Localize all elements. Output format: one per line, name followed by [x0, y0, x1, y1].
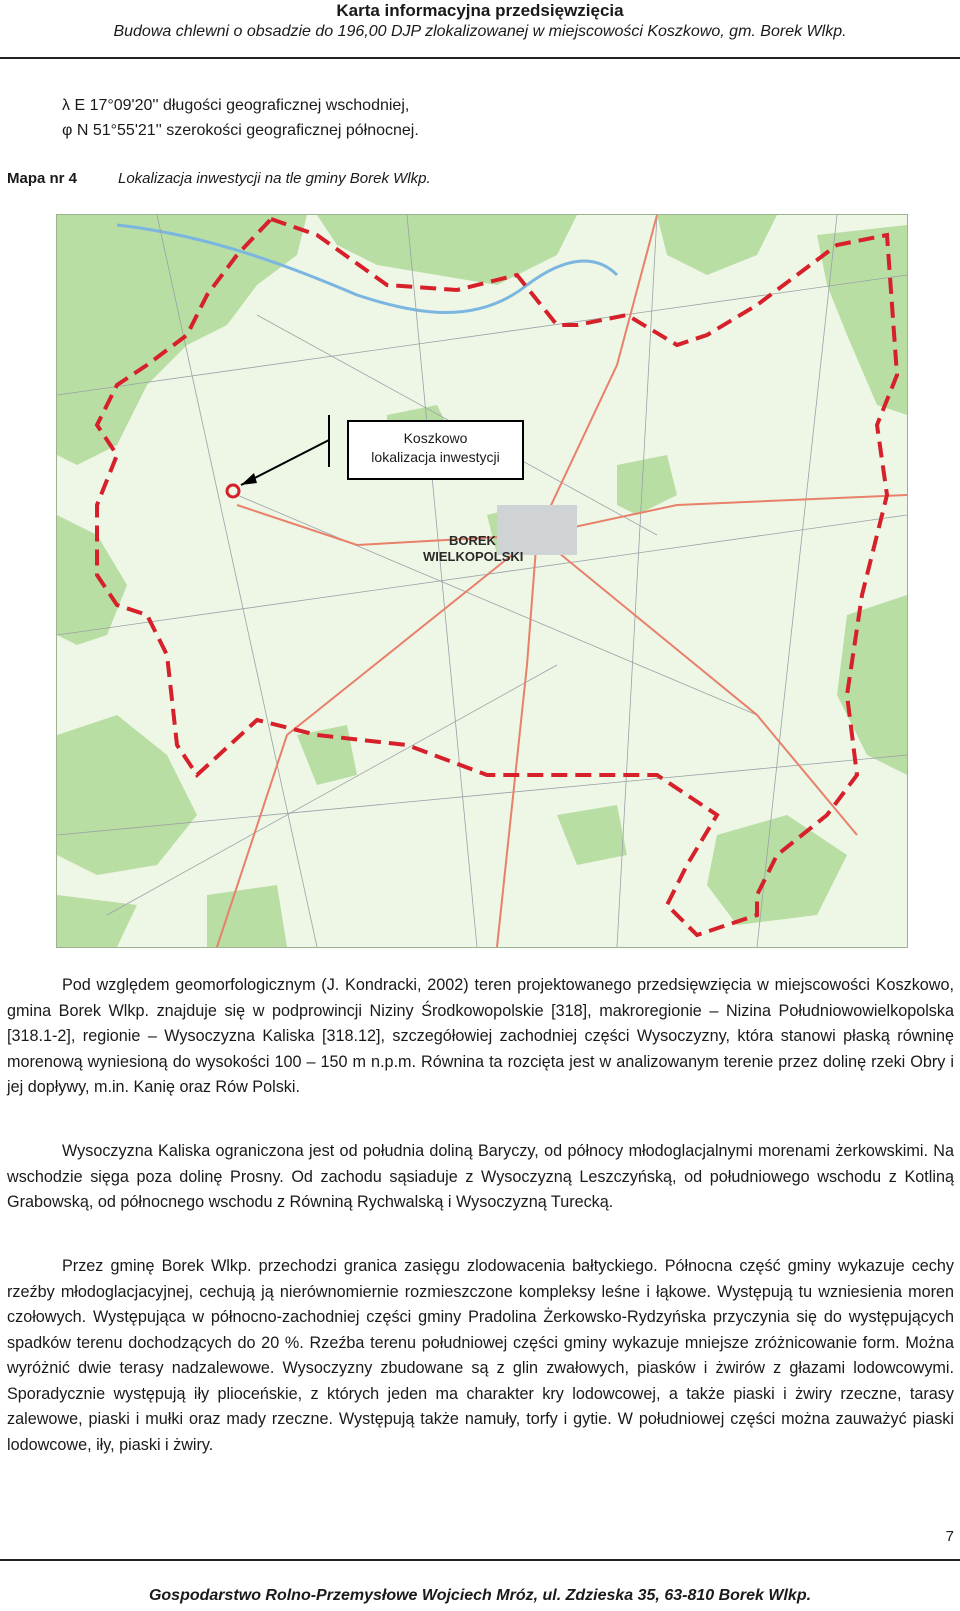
paragraph-kaliska: [7, 1139, 954, 1216]
callout-subtitle: lokalizacja inwestycji: [371, 449, 500, 465]
town-label-1: BOREK: [449, 533, 496, 548]
footer-divider: [0, 1559, 960, 1561]
paragraph-geomorphology: [7, 973, 954, 1101]
header-subtitle: Budowa chlewni o obsadzie do 196,00 DJP zlokalizowanej w miejscowości Koszkowo, gm. Borek Wlkp.: [113, 23, 847, 40]
longitude-text: λ E 17°09'20'' długości geograficznej wschodniej,: [62, 97, 410, 114]
footer-text: Gospodarstwo Rolno-Przemysłowe Wojciech Mróz, ul. Zdzieska 35, 63-810 Borek Wlkp.: [148, 1587, 812, 1604]
header-title: Karta informacyjna przedsięwzięcia: [336, 1, 624, 20]
topographic-map: [56, 214, 908, 948]
town-area: [497, 505, 577, 555]
callout-arrowhead: [241, 473, 257, 485]
investment-marker: [227, 485, 239, 497]
header-divider: [0, 57, 960, 59]
map-graphic: [57, 215, 907, 947]
latitude-text: φ N 51°55'21'' szerokości geograficznej północnej.: [62, 122, 419, 139]
callout-title: Koszkowo: [403, 430, 468, 446]
location-callout: [347, 420, 524, 480]
map-caption-number: Mapa nr 4: [7, 170, 78, 187]
forest-areas: [57, 215, 907, 947]
paragraph-glaciation: [7, 1254, 954, 1458]
map-caption-text: Lokalizacja inwestycji na tle gminy Borek Wlkp.: [118, 170, 431, 187]
page-number: 7: [945, 1528, 954, 1545]
paragraph-text: Wysoczyzna Kaliska ograniczona jest od południa doliną Baryczy, od północy młodoglacjalnymi morenami żerkowskimi. Na wschodzie sięga poza dolinę Prosny. Od zachodu sąsiaduje z Wysoczyzną Leszczyńską, od południowego wschodu z Kotliną Grabowską, od północnego wschodu z Równiną Rychwalską i Wysoczyzną Turecką.: [7, 1142, 954, 1211]
paragraph-text: Przez gminę Borek Wlkp. przechodzi granica zasięgu zlodowacenia bałtyckiego. Północna część gminy wykazuje cechy rzeźby młodoglacjacyjnej, cechują ją nierównomiernie rozmieszczone kompleksy leśne i łąkowe. Występują tu wzniesienia moren czołowych. Występująca w północno-zachodniej części gminy Pradolina Żerkowsko-Rydzyńska przyczynia się do występujących spadków terenu dochodzących do 20 %. Rzeźba terenu południowej części gminy wykazuje mniejsze zróżnicowanie form. Można wyróżnić dwie terasy nadzalewowe. Wysoczyzny zbudowane są z glin zwałowych, piasków i żwirów z głazami lodowcowymi. Sporadycznie występują iły plioceńskie, z których jeden ma charakter kry lodowcowej, a także piaski i żwiry rzeczne, tarasy zalewowe, piaski i mułki oraz mady rzeczne. Występują także namuły, torfy i gytie. W południowej części można zauważyć piaski lodowcowe, iły, piaski i żwiry.: [7, 1257, 954, 1454]
town-label-2: WIELKOPOLSKI: [423, 549, 524, 564]
paragraph-text: Pod względem geomorfologicznym (J. Kondracki, 2002) teren projektowanego przedsięwzięcia w miejscowości Koszkowo, gmina Borek Wlkp. znajduje się w podprowincji Niziny Środkowopolskie [318], makroregionie – Nizina Południowowielkopolska [318.1-2], regionie – Wysoczyzna Kaliska [318.12], szczegółowiej zachodniej części Wysoczyzny, która stanowi płaską równinę morenową wyniesioną do wysokości 100 – 150 m n.p.m. Równina ta rozcięta jest w analizowanym terenie przez dolinę rzeki Obry i jej dopływy, m.in. Kanię oraz Rów Polski.: [7, 976, 954, 1096]
